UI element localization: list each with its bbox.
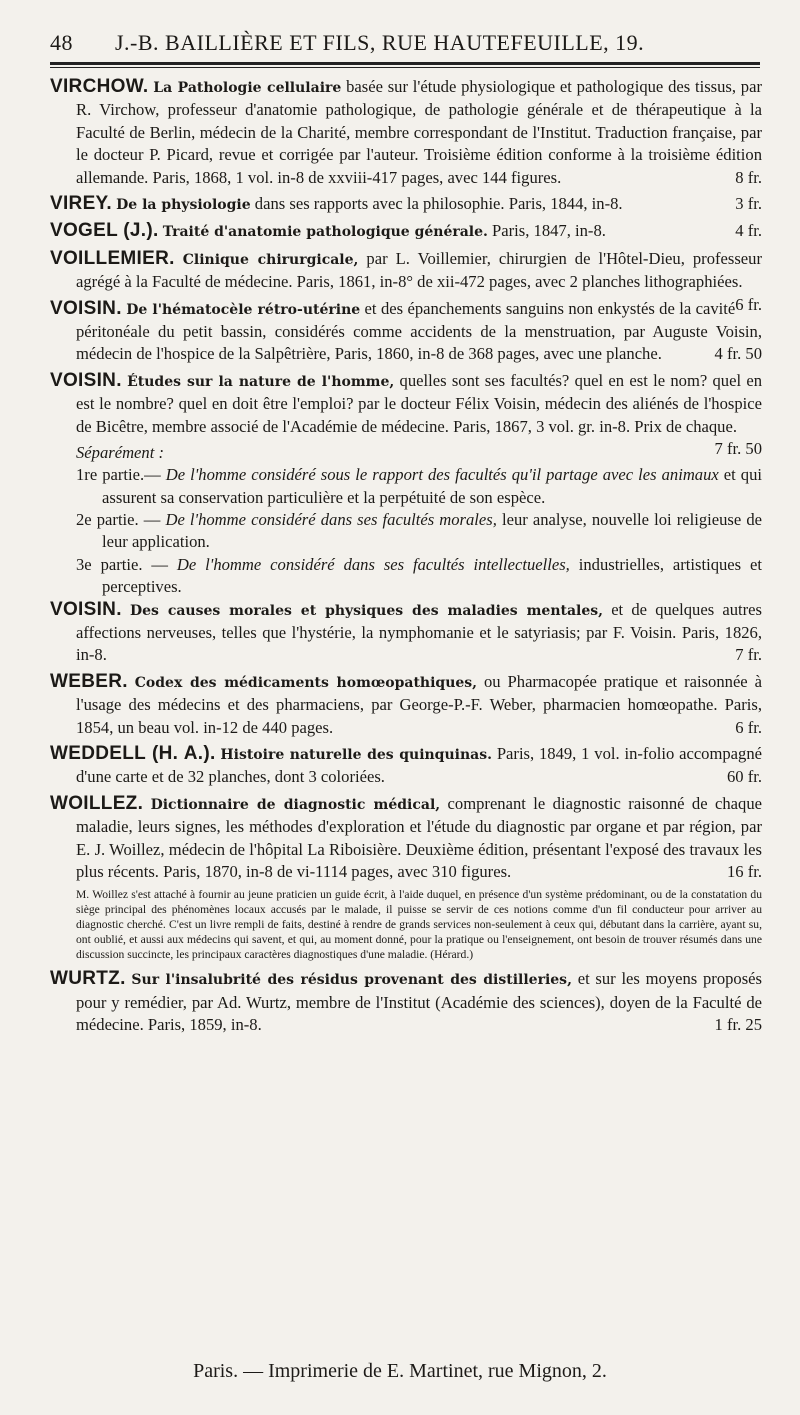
entry-subject: La Pathologie cellulaire bbox=[153, 80, 342, 96]
entry-price: 7 fr. bbox=[735, 645, 762, 665]
header-rule-thin bbox=[50, 67, 760, 68]
catalogue-entry bbox=[50, 743, 762, 789]
entry-subject: De la physiologie bbox=[116, 197, 251, 214]
entry-subject: Codex des médicaments homœopathiques, bbox=[134, 674, 478, 691]
catalogue-entry bbox=[50, 599, 762, 667]
part-number: 1re partie.— bbox=[76, 465, 166, 485]
entry-author: VOISIN. bbox=[50, 369, 122, 391]
entry-subject: Dictionnaire de diagnostic médical, bbox=[150, 796, 441, 813]
separement-heading: Séparément : bbox=[76, 443, 165, 463]
entry-price: 7 fr. 50 bbox=[714, 439, 762, 459]
entry-author: VOISIN. bbox=[50, 598, 122, 620]
entry-price: 8 fr. bbox=[735, 167, 762, 187]
entry-price: 60 fr. bbox=[726, 767, 762, 787]
entry-author: VIREY. bbox=[50, 193, 112, 215]
part-description: leur analyse, nouvelle loi religieuse de leur application. bbox=[102, 509, 763, 552]
entry-author: WOILLEZ. bbox=[50, 792, 144, 814]
entry-price: 1 fr. 25 bbox=[714, 1015, 762, 1035]
entry-author: WEDDELL (H. A.). bbox=[50, 742, 216, 764]
page-number: 48 bbox=[50, 30, 73, 55]
part-title: De l'homme considéré dans ses facultés morales, bbox=[165, 509, 497, 529]
entry-author: VIRCHOW. bbox=[50, 76, 149, 97]
entry-price: 4 fr. 50 bbox=[714, 344, 762, 364]
part-number: 2e partie. — bbox=[76, 509, 166, 529]
entry-description: et de quelques autres affections nerveuses, telles que l'hystérie, la nymphomanie et le satyriasis; par F. Voisin. Paris, 1826, in-8. bbox=[76, 599, 762, 665]
entry-price: 6 fr. bbox=[735, 294, 762, 314]
entry-subject: Études sur la nature de l'homme, bbox=[127, 373, 395, 390]
header-rule-thick bbox=[50, 62, 760, 65]
catalogue-entry bbox=[50, 220, 762, 243]
part-title: De l'homme considéré sous le rapport des facultés qu'il partage avec les animaux bbox=[165, 465, 719, 485]
catalogue-entry bbox=[50, 193, 762, 216]
entry-subject: Histoire naturelle des quinquinas. bbox=[220, 746, 492, 763]
entry-subject: Des causes morales et physiques des maladies mentales, bbox=[129, 602, 604, 619]
volume-part bbox=[50, 464, 762, 509]
catalogue-entries bbox=[50, 76, 762, 1041]
entry-description: Paris, 1849, 1 vol. in-folio accompagné d'une carte et de 32 planches, dont 3 coloriées. bbox=[76, 743, 763, 787]
entry-subject: De l'hématocèle rétro-utérine bbox=[126, 301, 361, 318]
entry-description: ou Pharmacopée pratique et raisonnée à l'usage des médecins et des pharmaciens, par George-P.-F. Weber, pharmacien homœopathe. Paris, 1854, un beau vol. in-12 de 440 pages. bbox=[76, 671, 762, 737]
part-description: et qui assurent sa conservation particulière et la perpétuité de son espèce. bbox=[102, 465, 762, 507]
entry-description: quelles sont ses facultés? quel en est le nom? quel en est le nombre? quel en doit être l'emploi? par le docteur Félix Voisin, médecin des aliénés de l'hospice de Bicêtre, membre associé de l'Académie de médecine. Paris, 1867, 3 vol. gr. in-8. Prix de chaque. bbox=[76, 370, 763, 436]
entry-description: par L. Voillemier, chirurgien de l'Hôtel-Dieu, professeur agrégé à la Faculté de médecine. Paris, 1861, in-8° de xii-472 pages, avec 2 planches lithographiées. bbox=[76, 248, 762, 292]
entry-price: 4 fr. bbox=[735, 221, 762, 241]
entry-author: VOISIN. bbox=[50, 297, 122, 319]
woillez-review-note: M. Woillez s'est attaché à fournir au jeune praticien un guide écrit, à l'aide duquel, en présence d'un système prédominant, ou de la constatation du siège principal des phénomènes locaux accusés par le malade, il puisse se servir de ces notions comme d'un fil conducteur pour arriver au diagnostic cherché. C'est un livre rempli de faits, destiné à rendre de grands services non-seulement à ceux qui, débutant dans la carrière, ayant su, ont oublié, et aussi aux médecins qui savent, et qui, au moment donné, pour la pratique ou l'enseignement, ont besoin de trouver résumés dans une discussion succincte, les principaux caractères diagnostiques d'une maladie. (Hérard.) bbox=[76, 888, 762, 962]
volume-part bbox=[50, 554, 762, 599]
publisher-header: J.-B. BAILLIÈRE ET FILS, RUE HAUTEFEUILLE, 19. bbox=[115, 30, 645, 55]
entry-description: basée sur l'étude physiologique et pathologique des tissus, par R. Virchow, professeur d'anatomie pathologique, de pathologie générale et de thérapeutique à la Faculté de Berlin, médecin de la Charité, membre correspondant de l'Institut. Traduction française, par le docteur P. Picard, revue et corrigée par l'auteur. Troisième édition conforme à la troisième édition allemande. Paris, 1868, 1 vol. in-8 de xxviii-417 pages, avec 144 figures. bbox=[76, 77, 762, 187]
entry-author: VOGEL (J.). bbox=[50, 220, 159, 242]
entry-price: 3 fr. bbox=[735, 194, 762, 214]
entry-subject: Traité d'anatomie pathologique générale. bbox=[162, 224, 488, 241]
entry-description: et sur les moyens proposés pour y remédier, par Ad. Wurtz, membre de l'Institut (Académie des sciences), doyen de la Faculté de médecine. Paris, 1859, in-8. bbox=[76, 969, 762, 1035]
separement-section bbox=[50, 442, 762, 598]
entry-author: VOILLEMIER. bbox=[50, 247, 175, 269]
part-description: industrielles, artistiques et perceptives. bbox=[102, 554, 763, 597]
catalogue-entry bbox=[50, 968, 762, 1036]
catalogue-entry bbox=[50, 298, 762, 366]
entry-subject: Clinique chirurgicale, bbox=[182, 251, 359, 268]
entry-description: Paris, 1847, in-8. bbox=[487, 221, 606, 241]
entry-price: 16 fr. bbox=[726, 862, 762, 881]
catalogue-entry bbox=[50, 76, 762, 189]
printer-imprint: Paris. — Imprimerie de E. Martinet, rue Mignon, 2. bbox=[193, 1360, 607, 1382]
part-title: De l'homme considéré dans ses facultés intellectuelles, bbox=[176, 554, 570, 574]
entry-author: WURTZ. bbox=[50, 968, 126, 990]
volume-part bbox=[50, 509, 762, 554]
entry-description: comprenant le diagnostic raisonné de chaque maladie, leurs signes, les méthodes d'exploration et l'étude du diagnostic par organe et par région, par E. J. Woillez, médecin de l'hôpital La Riboisière. Deuxième édition, présentant l'exposé des travaux les plus récents. Paris, 1870, in-8 de vi-1114 pages, avec 310 figures. bbox=[76, 793, 762, 881]
entry-subject: Sur l'insalubrité des résidus provenant des distilleries, bbox=[131, 972, 572, 989]
catalogue-entry bbox=[50, 671, 762, 739]
entry-description: et des épanchements sanguins non enkystés de la cavité péritonéale du petit bassin, considérés comme accidents de la menstruation, par Auguste Voisin, médecin de l'hospice de la Salpêtrière, Paris, 1860, in-8 de 368 pages, avec une planche. bbox=[76, 298, 762, 364]
entry-price: 6 fr. bbox=[735, 717, 762, 737]
entry-author: WEBER. bbox=[50, 670, 128, 692]
catalogue-entry bbox=[50, 793, 762, 884]
entry-description: dans ses rapports avec la philosophie. Paris, 1844, in-8. bbox=[250, 194, 623, 214]
part-number: 3e partie. — bbox=[76, 554, 177, 574]
running-header bbox=[50, 30, 760, 58]
